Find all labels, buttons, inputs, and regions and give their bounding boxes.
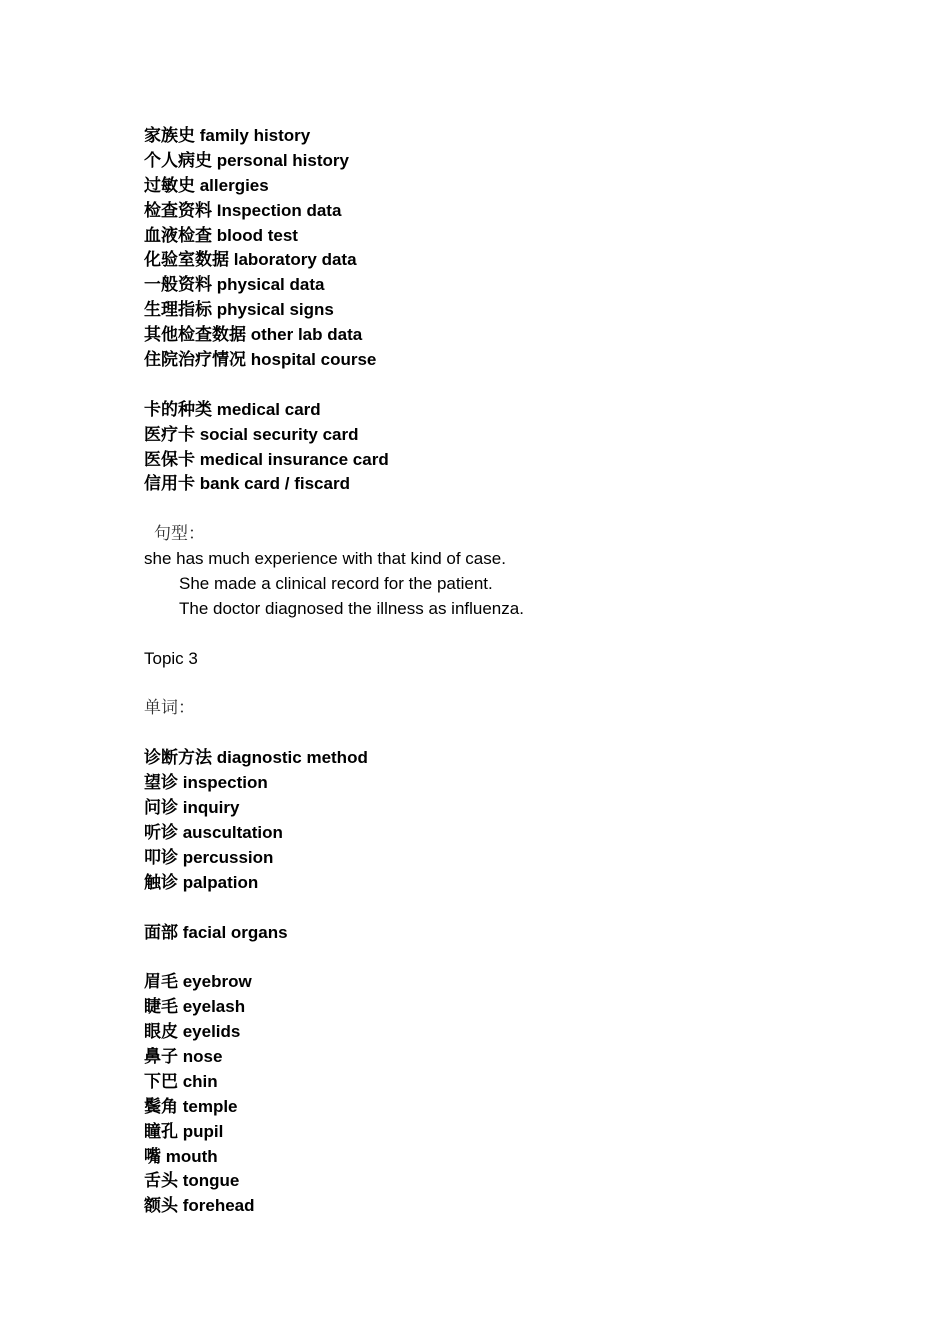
vocabulary-label: 单词：	[144, 698, 195, 718]
term-line: 听诊 auscultation	[144, 822, 283, 842]
sentence-line: The doctor diagnosed the illness as influenza.	[179, 598, 524, 618]
sentence-line: She made a clinical record for the patient.	[179, 574, 493, 594]
term-line: 家族史 family history	[144, 126, 311, 145]
term-line: 信用卡 bank card / fiscard	[144, 474, 350, 494]
term-line: 卡的种类 medical card	[144, 399, 321, 419]
facial-heading: 面部 facial organs	[144, 922, 288, 942]
spacer	[144, 672, 844, 697]
spacer	[144, 945, 844, 970]
term-line: 下巴 chin	[144, 1071, 218, 1091]
diagnostic-terms-list	[144, 746, 844, 895]
term-line: 诊断方法 diagnostic method	[144, 748, 368, 768]
term-line: 舌头 tongue	[144, 1171, 240, 1191]
term-line: 嘴 mouth	[144, 1146, 218, 1166]
term-line: 血液检查 blood test	[144, 225, 298, 245]
term-line: 眼皮 eyelids	[144, 1022, 241, 1042]
term-line: 睫毛 eyelash	[144, 997, 246, 1017]
term-line: 眉毛 eyebrow	[144, 972, 252, 992]
sentence-line: she has much experience with that kind of case.	[144, 549, 506, 569]
term-line: 额头 forehead	[144, 1196, 255, 1216]
term-line: 鼻子 nose	[144, 1046, 223, 1066]
term-line: 生理指标 physical signs	[144, 300, 334, 320]
term-line: 医保卡 medical insurance card	[144, 449, 389, 469]
term-line: 化验室数据 laboratory data	[144, 250, 357, 270]
term-line: 望诊 inspection	[144, 773, 268, 793]
spacer	[144, 622, 844, 647]
sentence-patterns-label: 句型：	[154, 524, 205, 544]
document-content	[144, 124, 844, 1219]
spacer	[144, 896, 844, 921]
term-line: 住院治疗情况 hospital course	[144, 350, 377, 370]
term-line: 一般资料 physical data	[144, 275, 325, 295]
topic-heading: Topic 3	[144, 648, 198, 668]
spacer	[144, 373, 844, 398]
facial-terms-list	[144, 970, 844, 1219]
history-terms-list	[144, 124, 844, 373]
term-line: 叩诊 percussion	[144, 847, 274, 867]
term-line: 其他检查数据 other lab data	[144, 325, 363, 345]
term-line: 过敏史 allergies	[144, 175, 269, 195]
spacer	[144, 721, 844, 746]
card-terms-list	[144, 398, 844, 498]
term-line: 医疗卡 social security card	[144, 424, 359, 444]
spacer	[144, 497, 844, 522]
sentence-list	[144, 547, 844, 622]
term-line: 鬓角 temple	[144, 1096, 238, 1116]
term-line: 检查资料 Inspection data	[144, 200, 342, 220]
term-line: 个人病史 personal history	[144, 150, 349, 170]
term-line: 触诊 palpation	[144, 872, 259, 892]
term-line: 瞳孔 pupil	[144, 1121, 224, 1141]
term-line: 问诊 inquiry	[144, 798, 240, 818]
